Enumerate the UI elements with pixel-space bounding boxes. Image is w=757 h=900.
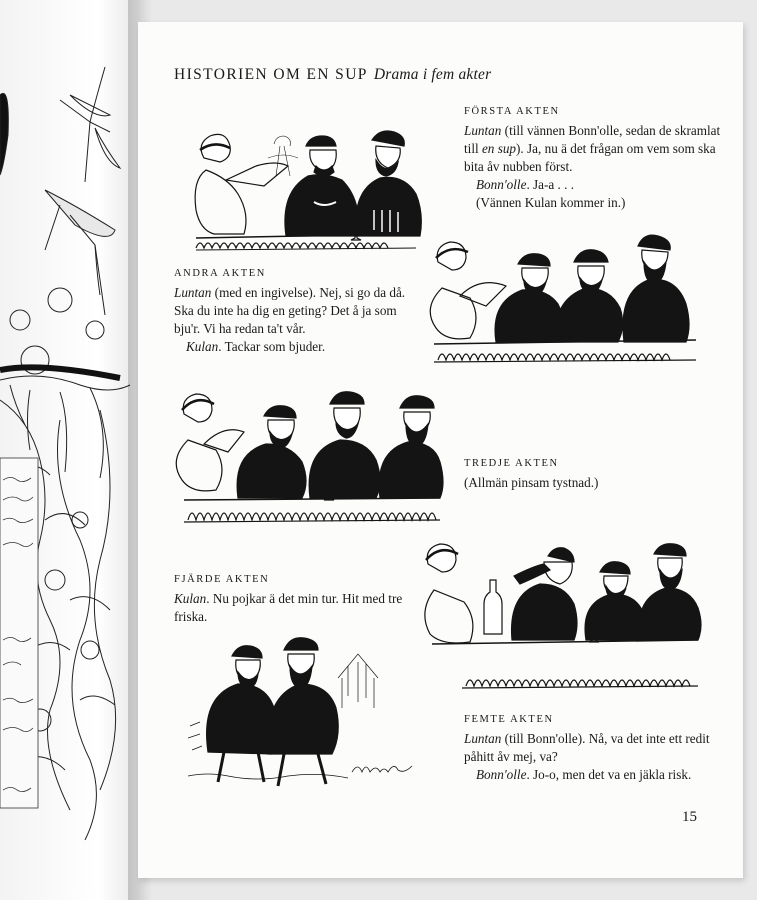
act2-speaker-2: Kulan: [186, 339, 219, 354]
act4-speaker-1: Kulan: [174, 591, 207, 606]
act1-speaker-1: Luntan: [464, 123, 502, 138]
act1-heading: FÖRSTA AKTEN: [464, 106, 560, 117]
act2-speaker-1: Luntan: [174, 285, 212, 300]
act5-speaker-2: Bonn'olle: [476, 767, 527, 782]
botanical-drawing: [0, 0, 140, 900]
act5-heading: FEMTE AKTEN: [464, 714, 554, 725]
act1-line-1-emphasis: en sup: [481, 141, 517, 156]
page-title: [174, 66, 491, 84]
act1-line-1b: ). Ja, nu ä det frågan om vem som ska bita åv nubben först.: [464, 141, 716, 174]
act1-speaker-2: Bonn'olle: [476, 177, 527, 192]
act1-text: [464, 122, 729, 212]
act4-heading: FJÄRDE AKTEN: [174, 574, 270, 585]
page-number: 15: [682, 809, 697, 825]
act1-line-1a: (till vännen Bonn'olle, sedan de skramlat till: [464, 123, 721, 156]
act5-text: [464, 730, 729, 784]
left-page-illustration: [0, 0, 140, 900]
act3-text: [464, 474, 729, 492]
act1-line-2: . Ja-a . . .: [526, 177, 575, 192]
act4-drinking-illustration: [422, 528, 704, 692]
act4-line-1: . Nu pojkar ä det min tur. Hit med tre friska.: [174, 591, 403, 624]
act2-line-2: . Tackar som bjuder.: [218, 339, 326, 354]
act3-heading: TREDJE AKTEN: [464, 458, 559, 469]
act5-line-1: (till Bonn'olle). Nå, va det inte ett redit påhitt åv mej, va?: [464, 731, 710, 764]
act1-stage-direction: (Vännen Kulan kommer in.): [476, 195, 626, 210]
act3-stage-direction: (Allmän pinsam tystnad.): [464, 475, 599, 490]
act1-illustration: [176, 110, 426, 260]
title-text: HISTORIEN OM EN SUP: [174, 66, 368, 83]
act2-line-1: (med en ingivelse). Nej, si go da då. Ska du inte ha dig en geting? Det å ja som bju'r. Vi ha redan ta't vår.: [174, 285, 406, 336]
act2-heading: ANDRA AKTEN: [174, 268, 266, 279]
book-page: [138, 22, 743, 878]
act5-speaker-1: Luntan: [464, 731, 502, 746]
act2-illustration: [424, 218, 704, 376]
act4-text: [174, 590, 424, 626]
act5-walking-illustration: [188, 626, 424, 794]
act5-line-2: . Jo-o, men det va en jäkla risk.: [526, 767, 692, 782]
act3-illustration: [174, 374, 446, 534]
act2-text: [174, 284, 426, 356]
title-subtitle: Drama i fem akter: [373, 66, 492, 83]
